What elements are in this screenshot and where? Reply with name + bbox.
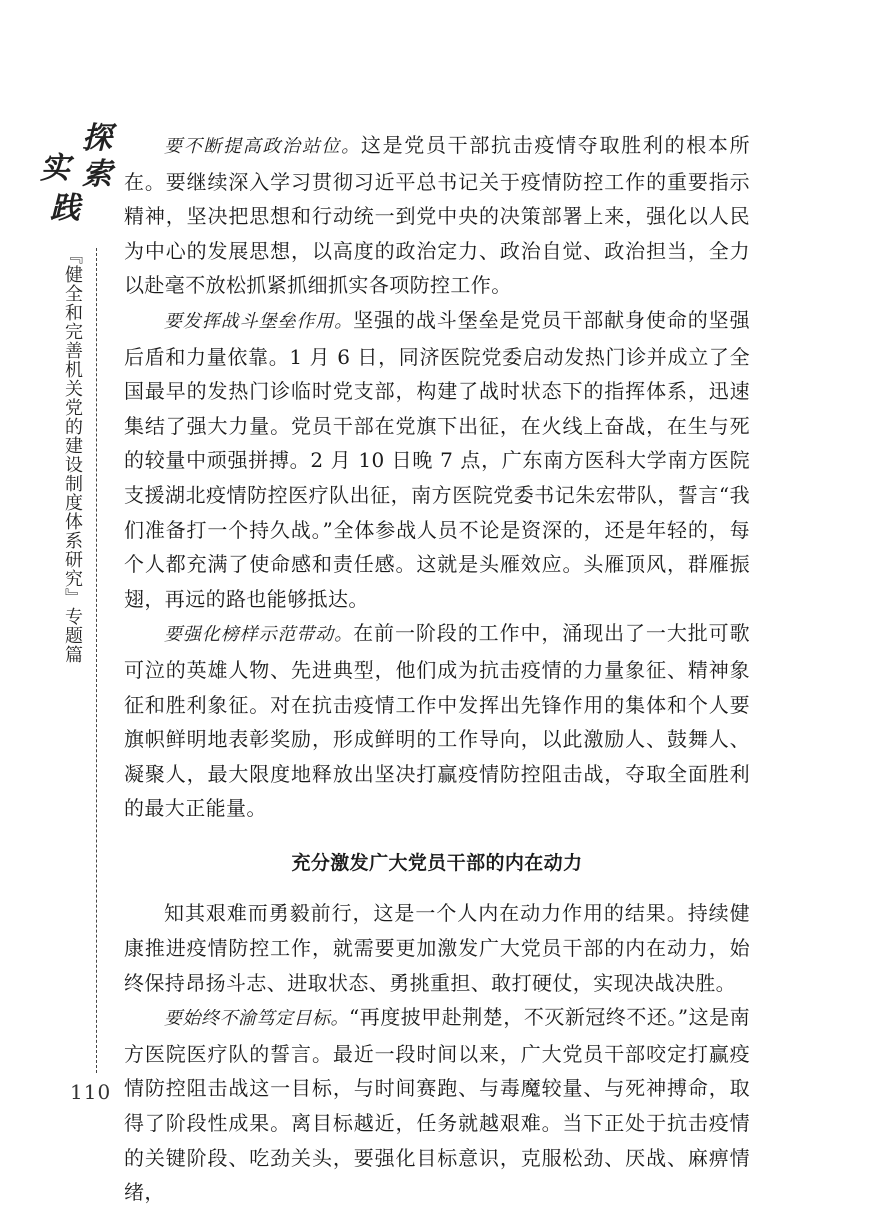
- paragraph-lead: 要发挥战斗堡垒作用。: [164, 310, 354, 332]
- paragraph-text: 在前一阶段的工作中，涌现出了一大批可歌可泣的英雄人物、先进典型，他们成为抗击疫情的力量象征、精神象征和胜利象征。对在抗击疫情工作中发挥出先锋作用的集体和个人要旗帜鲜明地表彰奖励，形成鲜明的工作导向，以此激励人、鼓舞人、凝聚人，最大限度地释放出坚决打赢疫情防控阻击战，夺取全面胜利的最大正能量。: [124, 621, 750, 821]
- page-body: [124, 128, 750, 1210]
- logo-char: 探: [82, 121, 112, 156]
- paragraph-text: 知其艰难而勇毅前行，这是一个人内在动力作用的结果。持续健康推进疫情防控工作，就需要更加激发广大党员干部的内在动力，始终保持昂扬斗志、进取状态、勇挑重担、敢打硬仗，实现决战决胜。: [124, 901, 750, 995]
- paragraph-text: “再度披甲赴荆楚，不灭新冠终不还。”这是南方医院医疗队的誓言。最近一段时间以来，广大党员干部咬定打赢疫情防控阻击战这一目标，与时间赛跑、与毒魔较量、与死神搏命，取得了阶段性成果。离目标越近，任务就越艰难。当下正处于抗击疫情的关键阶段、吃劲关头，要强化目标意识，克服松劲、厌战、麻痹情绪，: [124, 1005, 750, 1205]
- section-heading: 充分激发广大党员干部的内在动力: [291, 851, 583, 874]
- margin-divider: [96, 248, 97, 1073]
- paragraph: [124, 896, 750, 1000]
- paragraph: [124, 616, 750, 826]
- paragraph-text: 这是党员干部抗击疫情夺取胜利的根本所在。要继续深入学习贯彻习近平总书记关于疫情防控工作的重要指示精神，坚决把思想和行动统一到党中央的决策部署上来，强化以人民为中心的发展思想，以高度的政治定力、政治自觉、政治担当，全力以赴毫不放松抓紧抓细抓实各项防控工作。: [124, 133, 750, 298]
- paragraph: [124, 1000, 750, 1210]
- paragraph-lead: 要强化榜样示范带动。: [164, 624, 354, 646]
- paragraph: [124, 128, 750, 303]
- logo-char: 实: [40, 151, 70, 186]
- logo-char: 践: [50, 191, 80, 226]
- paragraph-lead: 要不断提高政治站位。: [164, 136, 361, 157]
- paragraph-text: 坚强的战斗堡垒是党员干部献身使命的坚强后盾和力量依靠。1 月 6 日，同济医院党委启动发热门诊并成立了全国最早的发热门诊临时党支部，构建了战时状态下的指挥体系，迅速集结了强大力量。党员干部在党旗下出征，在火线上奋战，在生与死的较量中顽强拼搏。2 月 10 日晚 7 点，广东南方医科大学南方医院支援湖北疫情防控医疗队出征，南方医院党委书记朱宏带队，誓言“我们准备打一个持久战。”全体参战人员不论是资深的，还是年轻的，每个人都充满了使命感和责任感。这就是头雁效应。头雁顶风，群雁振翅，再远的路也能够抵达。: [124, 307, 750, 611]
- paragraph: [124, 303, 750, 616]
- logo-char: 索: [82, 157, 112, 192]
- series-logo: [30, 120, 110, 230]
- series-title: 『健全和完善机关党的建设制度体系研究』专题篇: [62, 246, 83, 664]
- page-number: 110: [70, 1080, 112, 1104]
- paragraph-lead: 要始终不渝笃定目标。: [164, 1008, 350, 1030]
